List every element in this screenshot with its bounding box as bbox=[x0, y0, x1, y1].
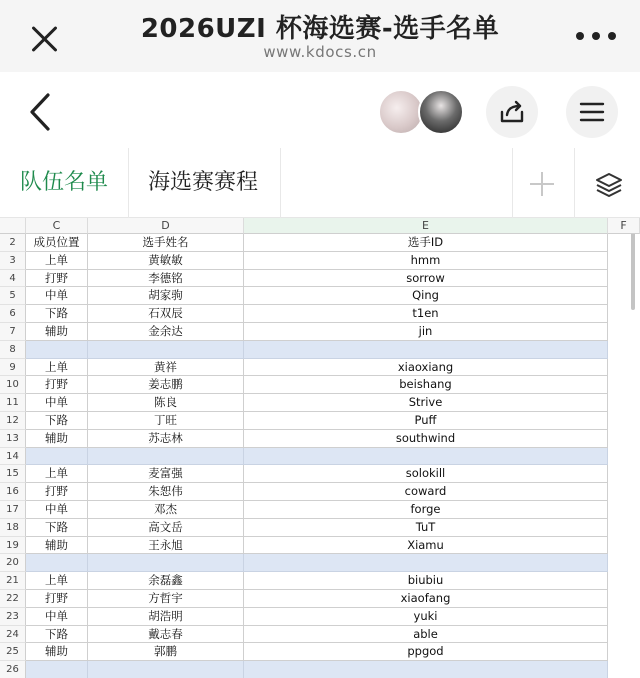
table-cell[interactable]: 石双辰 bbox=[88, 305, 244, 323]
table-cell[interactable]: 丁旺 bbox=[88, 412, 244, 430]
row-number[interactable]: 8 bbox=[0, 341, 26, 359]
page-url: www.kdocs.cn bbox=[263, 43, 377, 61]
tab-divider bbox=[512, 148, 513, 218]
separator-row-cell[interactable] bbox=[26, 341, 88, 359]
row-number[interactable]: 11 bbox=[0, 394, 26, 412]
column-header[interactable]: C bbox=[26, 218, 88, 234]
separator-row-cell[interactable] bbox=[88, 661, 244, 678]
share-icon bbox=[498, 98, 526, 126]
table-cell[interactable]: forge bbox=[244, 501, 608, 519]
grid-corner bbox=[0, 218, 26, 234]
page-title: 2026UZI 杯海选赛-选手名单 bbox=[140, 14, 500, 44]
spreadsheet-grid[interactable] bbox=[0, 218, 640, 678]
row-number[interactable]: 4 bbox=[0, 270, 26, 288]
table-cell[interactable]: 辅助 bbox=[26, 323, 88, 341]
table-cell[interactable]: jin bbox=[244, 323, 608, 341]
header-cell[interactable]: 成员位置 bbox=[26, 234, 88, 252]
separator-row-cell[interactable] bbox=[244, 448, 608, 466]
row-number[interactable]: 18 bbox=[0, 519, 26, 537]
table-cell[interactable]: 郭鹏 bbox=[88, 643, 244, 661]
row-number[interactable]: 16 bbox=[0, 483, 26, 501]
chevron-left-icon[interactable] bbox=[26, 92, 56, 132]
row-number[interactable]: 13 bbox=[0, 430, 26, 448]
table-cell[interactable]: 打野 bbox=[26, 483, 88, 501]
row-number[interactable]: 2 bbox=[0, 234, 26, 252]
separator-row-cell[interactable] bbox=[88, 448, 244, 466]
table-cell[interactable]: 上单 bbox=[26, 572, 88, 590]
table-cell[interactable]: ppgod bbox=[244, 643, 608, 661]
table-cell[interactable]: 朱恕伟 bbox=[88, 483, 244, 501]
menu-button[interactable] bbox=[566, 86, 618, 138]
table-cell[interactable]: 苏志林 bbox=[88, 430, 244, 448]
header-cell[interactable]: 选手ID bbox=[244, 234, 608, 252]
plus-icon[interactable] bbox=[528, 170, 556, 198]
table-cell[interactable]: beishang bbox=[244, 376, 608, 394]
row-number[interactable]: 25 bbox=[0, 643, 26, 661]
row-number[interactable]: 6 bbox=[0, 305, 26, 323]
column-header[interactable]: E bbox=[244, 218, 608, 234]
share-button[interactable] bbox=[486, 86, 538, 138]
table-cell[interactable]: 中单 bbox=[26, 287, 88, 305]
table-cell[interactable]: 黄敏敏 bbox=[88, 252, 244, 270]
table-cell[interactable]: 余磊鑫 bbox=[88, 572, 244, 590]
row-number[interactable]: 21 bbox=[0, 572, 26, 590]
separator-row-cell[interactable] bbox=[88, 341, 244, 359]
table-cell[interactable]: 上单 bbox=[26, 359, 88, 377]
table-cell[interactable]: 高文岳 bbox=[88, 519, 244, 537]
table-cell[interactable]: 金余达 bbox=[88, 323, 244, 341]
table-cell[interactable]: sorrow bbox=[244, 270, 608, 288]
table-cell[interactable]: 上单 bbox=[26, 465, 88, 483]
table-cell[interactable]: 王永旭 bbox=[88, 537, 244, 555]
sheet-tab-bar bbox=[0, 148, 640, 218]
table-cell[interactable]: 打野 bbox=[26, 376, 88, 394]
table-cell[interactable]: solokill bbox=[244, 465, 608, 483]
separator-row-cell[interactable] bbox=[26, 661, 88, 678]
table-cell[interactable]: t1en bbox=[244, 305, 608, 323]
tab-divider bbox=[280, 148, 281, 218]
table-cell[interactable]: xiaofang bbox=[244, 590, 608, 608]
separator-row-cell[interactable] bbox=[244, 661, 608, 678]
table-cell[interactable]: 胡浩明 bbox=[88, 608, 244, 626]
row-number[interactable]: 20 bbox=[0, 554, 26, 572]
table-cell[interactable]: 辅助 bbox=[26, 430, 88, 448]
table-cell[interactable]: 下路 bbox=[26, 626, 88, 644]
row-number[interactable]: 24 bbox=[0, 626, 26, 644]
table-cell[interactable]: Puff bbox=[244, 412, 608, 430]
row-number[interactable]: 26 bbox=[0, 661, 26, 678]
row-number[interactable]: 23 bbox=[0, 608, 26, 626]
tab-team-roster[interactable]: 队伍名单 bbox=[20, 170, 109, 195]
table-cell[interactable]: 下路 bbox=[26, 305, 88, 323]
header-cell[interactable]: 选手姓名 bbox=[88, 234, 244, 252]
table-cell[interactable]: 中单 bbox=[26, 608, 88, 626]
table-cell[interactable]: hmm bbox=[244, 252, 608, 270]
table-cell[interactable]: 打野 bbox=[26, 590, 88, 608]
separator-row-cell[interactable] bbox=[88, 554, 244, 572]
table-cell[interactable]: 辅助 bbox=[26, 643, 88, 661]
vertical-scrollbar[interactable] bbox=[631, 230, 635, 310]
table-cell[interactable]: 辅助 bbox=[26, 537, 88, 555]
table-cell[interactable]: 麦富强 bbox=[88, 465, 244, 483]
layers-icon[interactable] bbox=[594, 170, 624, 200]
table-cell[interactable]: 中单 bbox=[26, 501, 88, 519]
table-cell[interactable]: able bbox=[244, 626, 608, 644]
more-dots-icon[interactable] bbox=[576, 28, 616, 44]
tab-divider bbox=[128, 148, 129, 218]
row-number[interactable]: 7 bbox=[0, 323, 26, 341]
separator-row-cell[interactable] bbox=[26, 554, 88, 572]
column-header[interactable]: D bbox=[88, 218, 244, 234]
column-header[interactable]: F bbox=[608, 218, 640, 234]
avatar[interactable] bbox=[418, 89, 464, 135]
row-number[interactable]: 5 bbox=[0, 287, 26, 305]
row-number[interactable]: 15 bbox=[0, 465, 26, 483]
table-cell[interactable]: 中单 bbox=[26, 394, 88, 412]
table-cell[interactable]: 戴志春 bbox=[88, 626, 244, 644]
row-number[interactable]: 3 bbox=[0, 252, 26, 270]
table-cell[interactable]: 姜志鹏 bbox=[88, 376, 244, 394]
table-cell[interactable]: yuki bbox=[244, 608, 608, 626]
table-cell[interactable]: Qing bbox=[244, 287, 608, 305]
table-cell[interactable]: TuT bbox=[244, 519, 608, 537]
row-number[interactable]: 22 bbox=[0, 590, 26, 608]
browser-top-bar bbox=[0, 0, 640, 72]
table-cell[interactable]: 下路 bbox=[26, 412, 88, 430]
table-cell[interactable]: xiaoxiang bbox=[244, 359, 608, 377]
table-cell[interactable]: Xiamu bbox=[244, 537, 608, 555]
table-cell[interactable]: 方哲宇 bbox=[88, 590, 244, 608]
table-cell[interactable]: Strive bbox=[244, 394, 608, 412]
table-cell[interactable]: 胡家驹 bbox=[88, 287, 244, 305]
separator-row-cell[interactable] bbox=[244, 341, 608, 359]
row-number[interactable]: 9 bbox=[0, 359, 26, 377]
separator-row-cell[interactable] bbox=[244, 554, 608, 572]
table-cell[interactable]: 陈良 bbox=[88, 394, 244, 412]
hamburger-menu-icon bbox=[578, 98, 606, 126]
row-number[interactable]: 10 bbox=[0, 376, 26, 394]
separator-row-cell[interactable] bbox=[26, 448, 88, 466]
table-cell[interactable]: 下路 bbox=[26, 519, 88, 537]
row-number[interactable]: 19 bbox=[0, 537, 26, 555]
row-number[interactable]: 14 bbox=[0, 448, 26, 466]
table-cell[interactable]: 上单 bbox=[26, 252, 88, 270]
table-cell[interactable]: biubiu bbox=[244, 572, 608, 590]
tab-divider bbox=[574, 148, 575, 218]
row-number[interactable]: 12 bbox=[0, 412, 26, 430]
app-header bbox=[0, 72, 640, 148]
table-cell[interactable]: 邓杰 bbox=[88, 501, 244, 519]
table-cell[interactable]: 打野 bbox=[26, 270, 88, 288]
tab-schedule[interactable]: 海选赛赛程 bbox=[148, 170, 259, 195]
table-cell[interactable]: 李德铭 bbox=[88, 270, 244, 288]
table-cell[interactable]: coward bbox=[244, 483, 608, 501]
row-number[interactable]: 17 bbox=[0, 501, 26, 519]
table-cell[interactable]: 黄祥 bbox=[88, 359, 244, 377]
table-cell[interactable]: southwind bbox=[244, 430, 608, 448]
